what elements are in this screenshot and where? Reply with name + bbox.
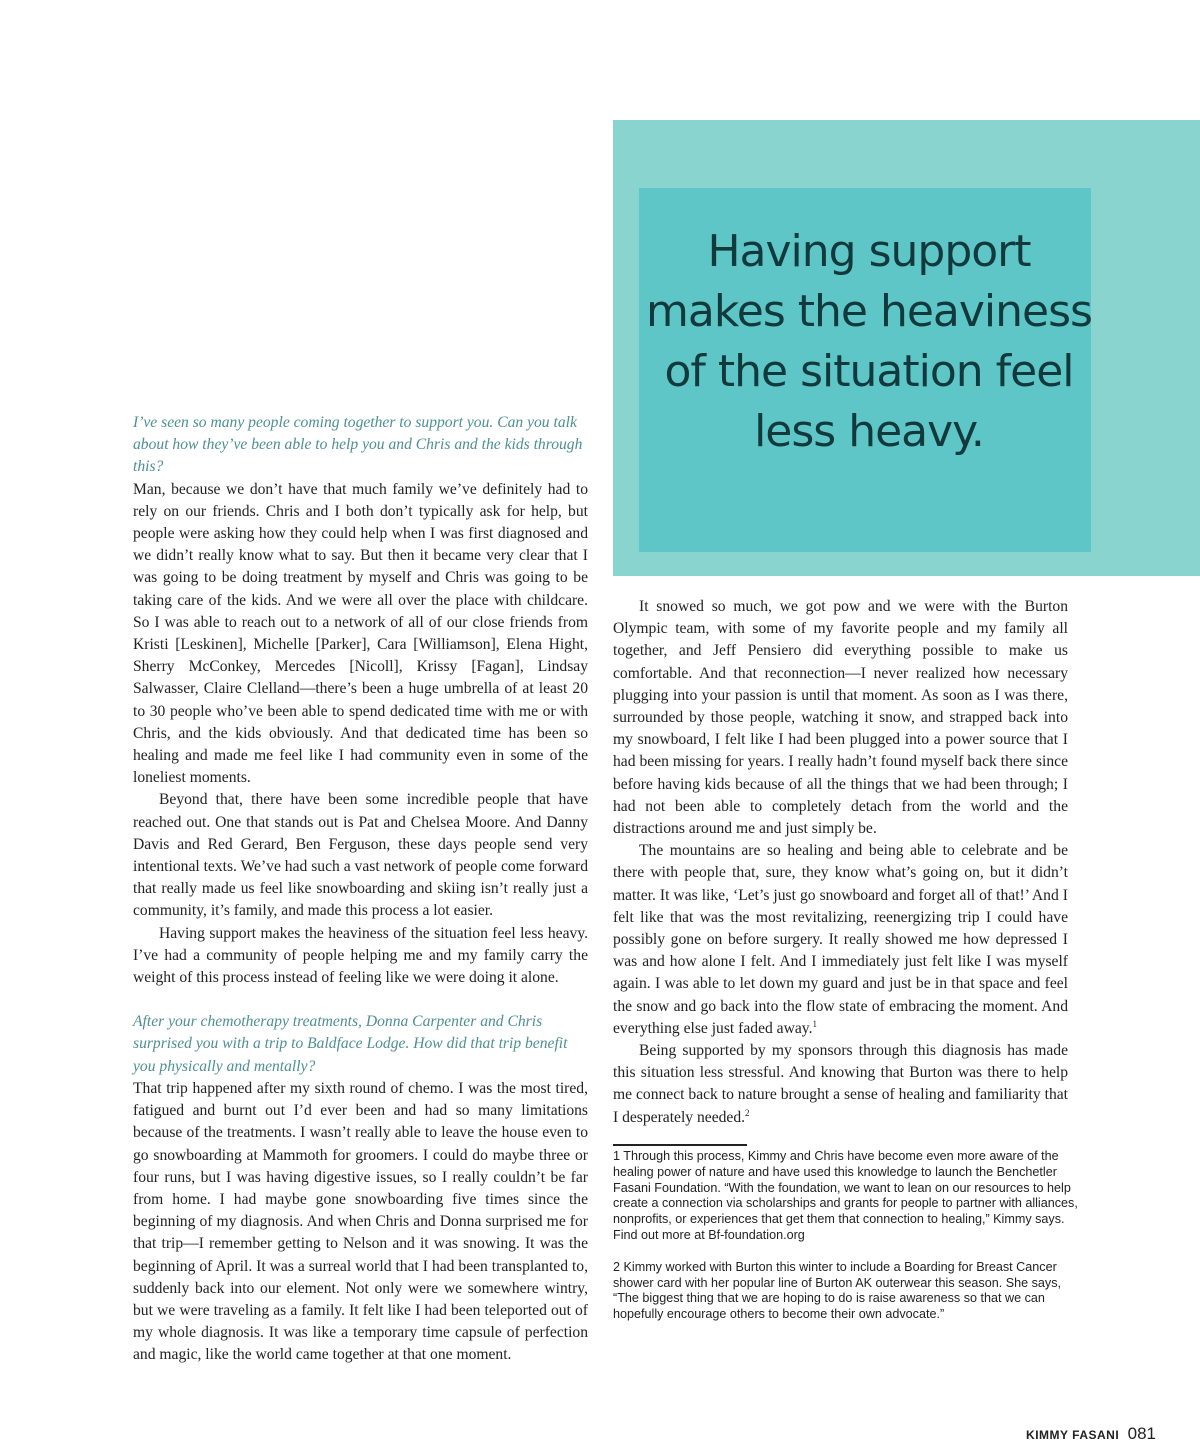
answer-paragraph: It snowed so much, we got pow and we were with the Burton Olympic team, with some of my favorite people and my family all together, and Jeff Pensiero did everything possible to make us comfortable. And that reconnection—I never realized how necessary plugging into your passion is until that moment. As soon as I was there, surrounded by those people, watching it snow, and strapped back into my snowboard, I felt like I had been plugged into a power source that I had been missing for years. I really hadn’t found myself back there since before having kids because of all the things that we had been through; I had not been able to completely detach from the world and the distractions around me and just simply be. (613, 598, 1068, 838)
answer-paragraph: That trip happened after my sixth round of chemo. I was the most tired, fatigued and burnt out I’d ever been and had so many limitations because of the treatments. I wasn’t really able to leave the house even to go snowboarding at Mammoth for groomers. I could do maybe three or four runs, but I was having digestive issues, so I really couldn’t be far from home. I had maybe gone snowboarding five times since the beginning of my diagnosis. And when Chris and Donna surprised me for that trip—I remember getting to Nelson and it was snowing. It was the beginning of April. It was a surreal world that I had been transplanted to, suddenly back into our element. Not only were we somewhere wintry, but we were traveling as a family. It felt like I had been teleported out of my whole diagnosis. It was like a temporary time capsule of perfection and magic, like the world came together at that one moment. (133, 1079, 588, 1364)
footnote-ref: 2 (745, 1107, 750, 1118)
right-column (613, 596, 1068, 1129)
answer-paragraph (613, 1040, 1068, 1129)
pull-quote: Having support makes the heaviness of the situation feel less heavy. (646, 226, 1092, 457)
paragraph-text: The mountains are so healing and being able to celebrate and be there with people that, sure, they know what’s going on, but it didn’t matter. It was like, ‘Let’s just go snowboard and forget all of that!’ And I felt like that was the most revitalizing, reenergizing trip I could have possibly gone on before surgery. It really showed me how depressed I was and how alone I felt. And I immediately just felt like I was myself again. I was able to let down my guard and just be in that space and feel the snow and go back into the flow state of embracing the moment. And everything else just faded away. (613, 842, 1068, 1037)
footnote: 1 Through this process, Kimmy and Chris have become even more aware of the healing power of nature and have used this knowledge to launch the Benchetler Fasani Foundation. “With the foundation, we want to lean on our resources to help create a connection via scholarships and grants for people to partner with alliances, nonprofits, or experiences that get them that connection to healing,” Kimmy says. Find out more at Bf-foundation.org (613, 1149, 1078, 1242)
footnote-divider (613, 1144, 747, 1146)
footnote: 2 Kimmy worked with Burton this winter to include a Boarding for Breast Cancer shower card with her popular line of Burton AK outerwear this season. She says, “The biggest thing that we are hoping to do is raise awareness so that we can hopefully encourage others to become their own advocate.” (613, 1259, 1062, 1322)
answer-paragraph: Having support makes the heaviness of the situation feel less heavy. I’ve had a community of people helping me and my family carry the weight of this process instead of feeling like we were doing it alone. (133, 924, 588, 987)
page-folio (1026, 1424, 1156, 1444)
footnote-ref: 1 (812, 1018, 817, 1029)
answer-paragraph: Beyond that, there have been some incredible people that have reached out. One that stands out is Pat and Chelsea Moore. And Danny Davis and Red Gerard, Ben Ferguson, these days people send very intentional texts. We’ve had such a vast network of people come forward that really made us feel like snowboarding and skiing isn’t really just a community, it’s family, and made this process a lot easier. (133, 791, 588, 920)
answer-paragraph: Man, because we don’t have that much family we’ve definitely had to rely on our friends. Chris and I both don’t typically ask for help, but people were asking how they could help when I was first diagnosed and we didn’t really know what to say. But then it became very clear that I was going to be doing treatment by myself and Chris was going to be taking care of the kids. And we were all over the place with childcare. So I was able to reach out to a network of all of our close friends from Kristi [Leskinen], Michelle [Parker], Cara [Williamson], Elena Hight, Sherry McConkey, Mercedes [Nicoll], Krissy [Fagan], Lindsay Salwasser, Claire Clelland—there’s been a huge umbrella of at least 20 to 30 people who’ve been able to spend dedicated time with me or with Chris, and the kids obviously. And that dedicated time has been so healing and made me feel like I had community even in some of the loneliest moments. (133, 480, 588, 787)
section-spacer (133, 989, 588, 1011)
answer-paragraph (613, 840, 1068, 1040)
interview-question: I’ve seen so many people coming together to support you. Can you talk about how they’ve been able to help you and Chris and the kids through this? (133, 414, 583, 476)
paragraph-text: Being supported by my sponsors through this diagnosis has made this situation less stressful. And knowing that Burton was there to help me connect back to nature brought a sense of healing and familiarity that I desperately needed. (613, 1042, 1068, 1126)
folio-name: KIMMY FASANI (1026, 1428, 1120, 1442)
page-number: 081 (1127, 1424, 1156, 1443)
footnotes (613, 1149, 1083, 1339)
left-column (133, 412, 588, 1367)
interview-question: After your chemotherapy treatments, Donna Carpenter and Chris surprised you with a trip to Baldface Lodge. How did that trip benefit you physically and mentally? (133, 1013, 568, 1075)
